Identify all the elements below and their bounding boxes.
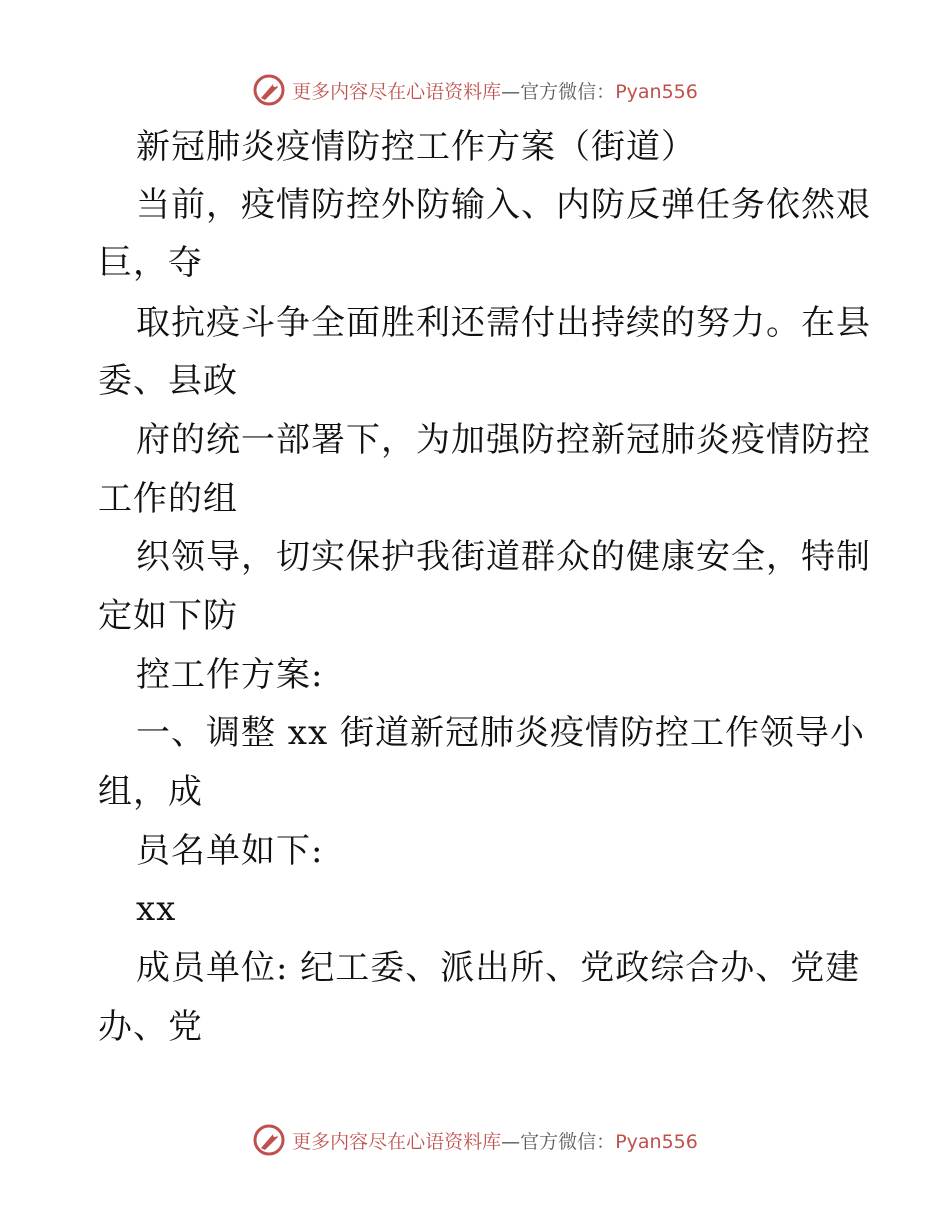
paragraph-line: 员名单如下: [136, 831, 324, 871]
paragraph-line: 府的统一部署下，为加强防控新冠肺炎疫情防控 [136, 420, 871, 460]
paragraph-line: 织领导，切实保护我街道群众的健康安全，特制 [136, 537, 871, 577]
footer-watermark-banner [0, 1120, 950, 1160]
header-watermark-banner [0, 70, 950, 110]
document-title: 新冠肺炎疫情防控工作方案（街道） [136, 127, 696, 167]
pen-nib-logo-icon [252, 1123, 286, 1157]
paragraph-line: 委、县政 [98, 361, 238, 401]
paragraph-line: 巨，夺 [98, 243, 203, 283]
banner-separator: — [501, 1130, 521, 1153]
banner-slogan: 更多内容尽在心语资料库 [292, 1130, 502, 1153]
banner-wechat-label: 官方微信： [520, 1130, 616, 1153]
paragraph-line: 办、党 [98, 1007, 203, 1047]
paragraph-line: 取抗疫斗争全面胜利还需付出持续的努力。在县 [136, 303, 871, 343]
banner-text [292, 1127, 698, 1154]
paragraph-line: 组，成 [98, 772, 203, 812]
banner-wechat-id: Pyan556 [615, 1130, 698, 1153]
banner-slogan: 更多内容尽在心语资料库 [292, 80, 502, 103]
paragraph-line: 一、调整 xx 街道新冠肺炎疫情防控工作领导小 [136, 713, 865, 753]
banner-wechat-id: Pyan556 [615, 80, 698, 103]
banner-text [292, 77, 698, 104]
paragraph-line: xx [136, 889, 177, 929]
banner-wechat-label: 官方微信： [520, 80, 616, 103]
paragraph-line: 成员单位: 纪工委、派出所、党政综合办、党建 [136, 948, 861, 988]
banner-separator: — [501, 80, 521, 103]
paragraph-line: 当前，疫情防控外防输入、内防反弹任务依然艰 [136, 185, 871, 225]
pen-nib-logo-icon [252, 73, 286, 107]
paragraph-line: 定如下防 [98, 596, 238, 636]
paragraph-line: 控工作方案: [136, 655, 324, 695]
paragraph-line: 工作的组 [98, 479, 238, 519]
